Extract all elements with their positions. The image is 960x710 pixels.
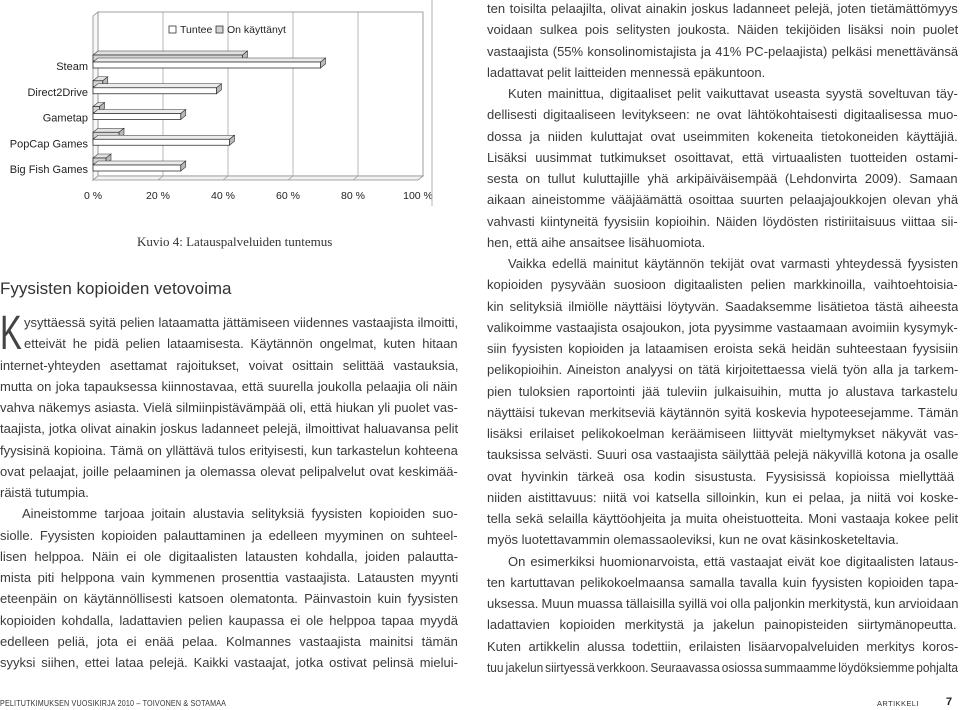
text-line-content: Vaikka edellä mainitut käytännön tekijät ovat varmasti yhteydessä fyysisten: [508, 256, 958, 271]
category-label: Steam: [56, 61, 88, 73]
text-line: [487, 253, 958, 274]
text-line-content: vahvasti kiintyneitä fyysisiin kopioihin. Näiden löydösten ristiriitaisuus viittaa sii-: [487, 213, 958, 229]
text-line: [487, 62, 958, 83]
text-line-content: internet-yhteyden asettamat rajoitukset, voivat osittain selittää vastauksia,: [0, 357, 458, 373]
text-line-content: Aineistomme tarjoaa joitain alustavia selityksiä fyysisten kopioiden suo-: [22, 506, 458, 522]
text-line: [487, 551, 958, 572]
text-line: [487, 147, 958, 168]
text-line-content: voidaan sulkea pois selitysten joukosta. Näiden tekijöiden lisäksi noin puolet: [487, 22, 958, 38]
text-line: [487, 444, 958, 465]
x-tick-label: 60 %: [276, 190, 300, 202]
text-line: [0, 376, 458, 397]
legend-label: On käyttänyt: [227, 24, 286, 36]
text-line-content: vastaajista (55% konsolinomistajista ja 41% PC-pelaajista) pelkäsi menettävänsä: [487, 43, 958, 59]
text-line-content: mutta on joka tapauksessa kiinnostavaa, että suurella joukolla pelaajia oli näin: [0, 378, 458, 394]
text-line-content: Kuten mainittua, digitaaliset pelit vaikuttavat useasta syystä soveltuvan täy-: [508, 86, 958, 101]
text-line: [487, 487, 958, 508]
bar-chart: [0, 0, 440, 212]
bar-tuntee-gametap: [93, 114, 181, 120]
right-column: [487, 0, 958, 678]
text-line-content: siin fyysisten kopioiden ja lataamisen eroista sekä heidän suhteestaan fyysisiin: [487, 341, 958, 356]
text-line: [0, 312, 458, 333]
text-line: [487, 359, 958, 380]
text-line: [487, 19, 958, 40]
bar-top-face: [93, 58, 326, 62]
category-label: Direct2Drive: [27, 86, 88, 99]
text-line: [487, 423, 958, 444]
text-line-content: ysyttäessä syitä pelien lataamatta jättämiseen viidennes vastaajista ilmoitti,: [24, 315, 458, 330]
text-line: [0, 525, 458, 546]
text-line-content: dellisesti digitaaliseen levitykseen: ne ovat lähtökohtaisesti digitaalisessa muo-: [487, 107, 958, 123]
text-line-content: aikaan aineistomme vääjäämättä osoittaa suurten pelaajajoukkojen olevan yhä: [487, 192, 958, 208]
text-line: [0, 482, 458, 503]
legend-swatch-on-kayttanyt: [216, 26, 223, 33]
legend-swatch-tuntee: [169, 26, 176, 33]
category-label: Gametap: [42, 112, 88, 125]
footer-section: ARTIKKELI: [877, 699, 919, 708]
text-line: [487, 593, 958, 614]
text-line: [0, 610, 458, 631]
text-line-content: kopioiden pysyvään suosioon digitaalisten pelien markkinoilla, vaihtoehtoisia-: [487, 277, 958, 293]
text-line-content: pelikopioihin. Aineiston analyysi on tätä kirjoitettaessa vielä työn alla ja tarkem-: [487, 362, 958, 378]
footer-journal: [0, 698, 226, 709]
plot-floor: [93, 176, 423, 180]
text-line: [487, 0, 958, 19]
text-line: [487, 274, 958, 295]
x-tick-label: 0 %: [83, 190, 103, 202]
text-line: [487, 338, 958, 359]
text-line: [487, 168, 958, 189]
footer-journal-text: PELITUTKIMUKSEN VUOSIKIRJA 2010 – TOIVONEN & SOTAMAA: [0, 699, 226, 708]
text-line-content: fyysisinä kopioina. Tämä on yllättävä tulos erityisesti, kun tarkastelun kohteena: [0, 442, 458, 458]
bar-top-face: [93, 110, 186, 114]
bar-tuntee-popcap-games: [93, 139, 230, 145]
text-line-content: lisen helppoa. Näin ei ole digitaalisten latausten kohdalla, joiden palautta-: [0, 548, 458, 564]
text-line: [0, 503, 458, 524]
text-line: [487, 508, 958, 529]
text-line-content: Lisäksi uusimmat tutkimukset osoittavat, että virtuaalisten tuotteiden ostami-: [487, 149, 958, 165]
text-line-content: dossa ja niiden kuluttajat ovat useimmiten kokeneita tietokoneiden käyttäjiä.: [487, 128, 958, 144]
text-line-content: Kuten artikkelin alussa todettiin, erilaisten lisäarvopalveluiden merkitys koros-: [487, 638, 958, 654]
bar-top-face: [93, 135, 235, 139]
text-line: [487, 232, 958, 253]
text-line: [0, 355, 458, 376]
text-line: [487, 466, 958, 487]
bar-tuntee-direct2drive: [93, 88, 217, 94]
page-number: 7: [946, 696, 953, 708]
text-line: [487, 211, 958, 232]
text-line-content: ladattavien kopioiden merkitystä ja jakelun painopisteiden siirtymänopeutta.: [487, 617, 957, 633]
text-line-content: räistä tutumpia.: [0, 485, 89, 500]
text-line-content: etteivät he pidä pelien lataamisesta. Käytännön ongelmat, kuten hitaan: [24, 336, 458, 352]
text-line: [487, 381, 958, 402]
text-line: [487, 296, 958, 317]
figure-caption: Kuvio 4: Latauspalveluiden tuntemus: [137, 234, 333, 249]
text-line: [487, 636, 958, 657]
category-label: Big Fish Games: [9, 164, 88, 176]
x-tick-label: 80 %: [341, 190, 365, 202]
text-line-content: sesta on tullut kuluttajille yhä arkipäiväisempää (Lehdonvirta 2009). Samaan: [487, 171, 958, 186]
text-line: [0, 397, 458, 418]
text-line: [0, 546, 458, 567]
text-line: [487, 126, 958, 147]
text-line-content: ovat hyvinkin tärkeä osa kodin sisustusta. Fyysisissä kopioissa miellyttää: [487, 468, 955, 484]
text-line: [487, 104, 958, 125]
text-line-content: edelleen peliä, jota ei enää pelaa. Kolmannes vastaajista mainitsi tämän: [0, 633, 458, 649]
text-line-content: uksessa. Muun muassa tällaisilla syillä voi olla paljonkin merkitystä, kun arvioidaan: [487, 596, 958, 611]
category-label: PopCap Games: [9, 138, 88, 151]
text-line-content: tella sekä selailla käyttöohjeita ja muita oheistuotteita. Moni vastaaja kokee pelit: [487, 511, 958, 526]
text-line: [487, 189, 958, 210]
text-line: [487, 572, 958, 593]
text-line-content: valikoimme vastaajista osajoukon, jota pyysimme vastaamaan avoimiin kysymyk-: [487, 319, 958, 335]
text-line-content: ladattavat pelit laitteiden mennessä epäkuntoon.: [487, 64, 766, 80]
text-line: [487, 83, 958, 104]
text-line-content: ovat pelaajat, joille pelaaminen ja olemassa olevat pelipalvelut ovat keskimää-: [0, 463, 458, 479]
text-line-content: taajista, jotka olivat ainakin joskus ladanneet pelejä, ilmoittivat haluavansa pelit: [0, 421, 458, 437]
text-line-content: hen, että aihe ansaitsee lisähuomiota.: [487, 234, 706, 250]
text-line-content: niiden aistittavuus: niitä voi katsella silloinkin, kun ei pelaa, ja niitä voi koske-: [487, 489, 958, 505]
text-line-content: siolle. Fyysisten kopioiden palauttaminen ja edelleen myyminen on suhteel-: [0, 527, 458, 543]
text-line: [0, 333, 458, 354]
text-line: [0, 461, 458, 482]
legend-label: Tuntee: [180, 24, 213, 36]
x-tick-label: 100 %: [403, 190, 433, 202]
text-line: [487, 614, 958, 635]
text-line-content: kin selityksiä ilmiölle näyttäisi löytyvän. Saadaksemme lisätietoa tästä aiheesta: [487, 298, 958, 314]
text-line-content: lisäksi erilaiset pelikokoelman keräämiseen liittyvät mieltymykset näkyvät vas-: [487, 426, 958, 441]
text-line-content: ten kartuttavan pelikokoelmaansa samalla tavalla kuin fyysisten kopioiden tapa-: [487, 574, 958, 590]
bar-top-face: [93, 161, 186, 165]
x-tick-label: 40 %: [211, 190, 235, 202]
text-line: [487, 657, 958, 678]
text-line: [0, 418, 458, 439]
text-line: [487, 317, 958, 338]
text-line-content: On esimerkiksi huomionarvoista, että vastaajat eivät koe digitaalisten lataus-: [508, 553, 958, 569]
text-line-content: myös luotettavammin olemassaoleviksi, kun ne ovat käsinkosketeltavia.: [487, 532, 899, 548]
bar-top-face: [93, 51, 248, 55]
bar-top-face: [93, 84, 222, 88]
text-line-content: ten toisilta pelaajilta, olivat ainakin joskus ladanneet pelejä, joten tietämättömyys: [487, 1, 958, 16]
text-line: [0, 567, 458, 588]
text-line: [487, 402, 958, 423]
text-line: [0, 652, 458, 673]
x-tick-label: 20 %: [146, 190, 170, 202]
text-line-content: eteenpäin on käytännöllisesti katsoen olematonta. Päinvastoin kuin fyysisten: [0, 591, 458, 607]
text-line-content: vahva näkemys asiasta. Vielä silmiinpistävämpää oli, että hiukan yli puolet vas-: [0, 400, 458, 415]
text-line: [487, 529, 958, 550]
text-line-content: pien tuloksien raportointi jää tuleviin julkaisuihin, mutta jo alustava tarkastelu: [487, 383, 958, 399]
text-line: [0, 440, 458, 461]
left-column: [0, 307, 458, 673]
section-heading: Fyysisten kopioiden vetovoima: [0, 279, 232, 298]
text-line-content: syyksi siihen, ettei lataa pelejä. Kaikki vastaajat, jotka ostivat pelinsä mielui-: [0, 655, 458, 670]
text-line-content: tuu jakelun siirtyessä verkkoon. Seuraavassa osiossa summaamme löydöksiemme pohjalta: [487, 659, 958, 675]
text-line: [487, 41, 958, 62]
text-line: [0, 588, 458, 609]
text-line: [0, 631, 458, 652]
bar-tuntee-steam: [93, 62, 321, 68]
text-line-content: kopioiden kohdalla, ladattavien pelien kaupassa ei ole helppoa tapaa myydä: [0, 612, 458, 628]
drop-cap: K: [0, 307, 22, 360]
text-line-content: tauksissa selvästi. Suuri osa vastaajista säilyttää pelejä näkyvillä kotona ja osalle: [487, 447, 958, 463]
text-line-content: mista piti helppona vain kymmenen prosenttia vastaajista. Latausten myynti: [0, 570, 458, 585]
text-line-content: näyttäisi tukevan merkitseviä käytännön syitä koskevia hypoteesejamme. Tämän: [487, 404, 958, 420]
bar-tuntee-big-fish-games: [93, 165, 181, 171]
